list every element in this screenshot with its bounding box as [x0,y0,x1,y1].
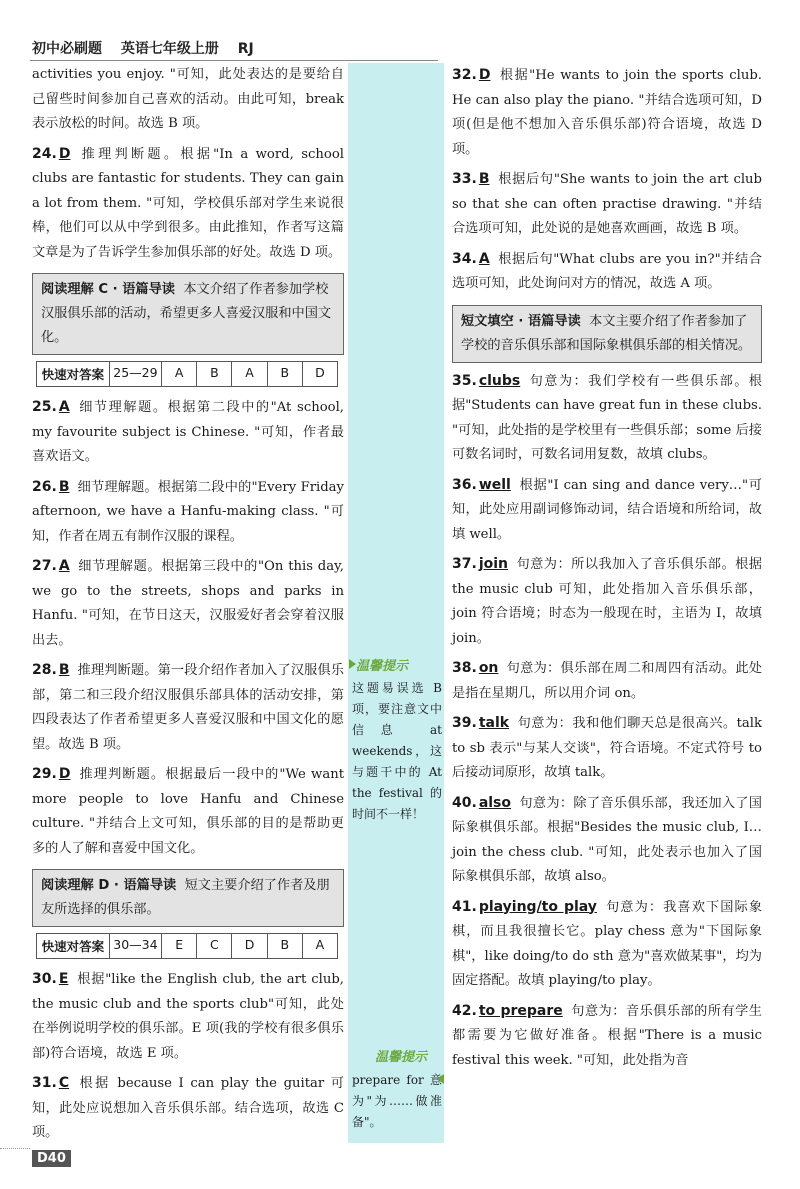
answer-32 [452,63,762,162]
quick-answer-cell: C [197,934,232,958]
quick-answers-d [36,933,338,959]
question-number: 31. [32,1075,57,1091]
answer-explanation: 根据 because I can play the guitar 可知，此处应说想加入音乐俱乐部。结合选项，故选 C 项。 [32,1076,344,1140]
question-number: 29. [32,766,57,782]
quick-answer-range: 30—34 [110,934,162,958]
quick-answer-cell: B [268,934,303,958]
answer-explanation: 根据"I can sing and dance very…"可知，此处应用副词修饰动词，结合语境和所给词，故填 well。 [452,477,762,542]
question-number: 39. [452,715,477,731]
tip-heading-2: 温馨提示 [375,1050,428,1065]
book-title: 初中必刷题 [32,41,102,57]
quick-answers-c [36,361,338,387]
quick-answer-cell: A [315,937,325,952]
page-header [32,38,268,58]
question-number: 35. [452,372,477,389]
guide-text: 本文介绍了作者参加学校汉服俱乐部的活动，希望更多人喜爱汉服和中国文化。 [41,282,332,345]
question-number: 37. [452,556,477,572]
answer-key: also [478,794,512,811]
answer-explanation: 根据后句"She wants to join the art club so that she can often practise drawing. "并结合选项可知，此处说的是她喜欢画画，故选 B 项。 [452,172,762,236]
answer-key: D [58,766,71,782]
guide-title: 短文填空 · 语篇导读 [461,313,581,329]
tip-heading-1: 温馨提示 [356,659,409,674]
question-number: 26. [32,478,57,495]
question-number: 33. [452,171,477,187]
answer-explanation: 句意为：音乐俱乐部的所有学生都需要为它做好准备。根据"There is a music festival this week. "可知，此处指为音 [452,1003,762,1068]
answer-key: talk [478,715,510,731]
reading-guide-d [32,869,344,927]
guide-text: 短文主要介绍了作者及朋友所选择的俱乐部。 [41,878,330,917]
answer-25 [32,395,344,470]
answer-key: playing/to play [478,898,597,915]
answer-30 [32,967,344,1066]
quick-answer-cell: D [315,365,325,380]
quick-answer-cell: A [162,362,197,386]
answer-key: A [58,558,70,574]
quick-answer-label: 快速对答案 [37,362,110,386]
answer-explanation: 推理判断题。根据"In a word, school clubs are fantastic for students. They can gain a lot from them. "可知，学校俱乐部对学生来说很棒，他们可以从中学到很多。由此推知，作者写这篇文章是为了告诉学生参加俱乐部的好处。故选 D 项。 [32,146,344,260]
quick-answer-cell: B [197,362,232,386]
tip-strip [348,63,444,1143]
answer-28 [32,658,344,757]
answer-explanation: 推理判断题。根据最后一段中的"We want more people to love Hanfu and Chinese culture. "并结合上文可知，俱乐部的目的是帮助更多的人了解和喜爱中国文化。 [32,767,344,856]
answer-explanation: 句意为：除了音乐俱乐部，我还加入了国际象棋俱乐部。根据"Besides the music club, I… join the chess club. "可知，此处表示也加入了国际象棋俱乐部，故填 also。 [452,795,762,884]
answer-key: B [478,171,490,187]
answer-key: D [58,145,71,162]
guide-title: 阅读理解 D · 语篇导读 [41,878,177,893]
answer-29 [32,762,344,861]
quick-answer-label: 快速对答案 [37,934,110,958]
answer-explanation: 根据后句"What clubs are you in?"并结合选项可知，此处询问对方的情况，故选 A 项。 [452,251,762,291]
answer-key: join [478,556,508,572]
answer-explanation: 细节理解题。根据第三段中的"On this day, we go to the streets, shops and parks in Hanfu. "可知，在节日这天，汉服爱好者会穿着汉服出去。 [32,559,344,648]
answer-key: A [58,399,70,415]
subject-title: 英语七年级上册 [120,41,219,57]
answer-23-continued: activities you enjoy. "可知，此处表达的是要给自己留些时间参加自己喜欢的活动。由此可知，break 表示放松的时间。故选 B 项。 [32,67,344,131]
answer-26 [32,475,344,550]
answer-explanation: 句意为：我和他们聊天总是很高兴。talk to sb 表示"与某人交谈"，符合语境。不定式符号 to 后接动词原形，故填 talk。 [452,716,762,780]
answer-key: well [478,476,511,493]
answer-key: D [478,67,491,83]
answer-key: to prepare [478,1002,563,1019]
question-number: 34. [452,250,477,267]
tip-arrow-icon [349,659,356,669]
question-number: 28. [32,662,57,678]
answer-39 [452,711,762,786]
answer-key: clubs [478,372,521,389]
answer-explanation: 细节理解题。根据第二段中的"At school, my favourite subject is Chinese. "可知，作者最喜欢语文。 [32,400,344,464]
question-number: 25. [32,399,57,415]
answer-key: E [58,971,69,987]
answer-42 [452,999,762,1074]
corner-dots [0,1148,30,1189]
answer-24 [32,142,344,266]
answer-37 [452,552,762,651]
answer-key: B [58,662,70,678]
answer-explanation: 细节理解题。根据第二段中的"Every Friday afternoon, we have a Hanfu-making class. "可知，作者在周五有制作汉服的课程。 [32,479,344,544]
answer-41 [452,895,762,994]
answer-31 [32,1071,344,1146]
answer-27 [32,554,344,653]
header-divider [30,60,438,61]
answer-35 [452,369,762,468]
left-column [32,63,344,1151]
quick-answer-cell: A [232,362,267,386]
question-number: 38. [452,660,477,676]
answer-explanation: 句意为：所以我加入了音乐俱乐部。根据 the music club 可知，此处指加入音乐俱乐部，join 符合语境；时态为一般现在时，主语为 I，故填 join。 [452,557,762,646]
question-number: 30. [32,971,57,987]
tip-text-1: 这题易误选 B 项，要注意文中信息 at weekends，这与题干中的 At the festival 的时间不一样！ [352,681,442,821]
answer-key: A [478,250,490,267]
edition-label: RJ [237,41,254,57]
quick-answer-cell: D [232,934,267,958]
question-number: 41. [452,898,477,915]
answer-explanation: 句意为：俱乐部在周二和周四有活动。此处是指在星期几，所以用介词 on。 [452,661,762,701]
tip-arrow-icon [437,1074,444,1084]
tip-text-2: prepare for 意为"为……做准备"。 [352,1073,442,1129]
answer-explanation: 根据"like the English club, the art club, the music club and the sports club"可知，此处在举例说明学校的俱乐部。E 项(我的学校有很多俱乐部)符合语境，故选 E 项。 [32,972,344,1061]
answer-40 [452,791,762,890]
answer-38 [452,656,762,706]
page-number: D40 [32,1150,71,1167]
question-number: 24. [32,145,57,162]
question-number: 40. [452,794,477,811]
quick-answer-cell: B [268,362,303,386]
answer-33 [452,167,762,242]
answer-explanation: 句意为：我们学校有一些俱乐部。根据"Students can have great fun in these clubs. "可知，此处指的是学校里有一些俱乐部；some 后接可数名词时，可数名词用复数，故填 clubs。 [452,373,762,462]
answer-explanation: 推理判断题。第一段介绍作者加入了汉服俱乐部，第二和三段介绍汉服俱乐部具体的活动安排，第四段表达了作者希望更多人喜爱汉服和中国文化的愿望。故选 B 项。 [32,663,344,752]
answer-key: B [58,478,70,495]
quick-answer-cell: E [162,934,197,958]
right-column [452,63,762,1078]
answer-34 [452,247,762,297]
guide-title: 阅读理解 C · 语篇导读 [41,282,175,297]
question-number: 36. [452,476,477,493]
question-number: 27. [32,558,57,574]
reading-guide-c [32,273,344,355]
answer-key: on [478,660,499,676]
answer-key: C [58,1075,70,1091]
guide-text: 本文主要介绍了作者参加了学校的音乐俱乐部和国际象棋俱乐部的相关情况。 [461,313,752,353]
quick-answer-range: 25—29 [110,362,162,386]
answer-36 [452,473,762,548]
answer-explanation: 根据"He wants to join the sports club. He can also play the piano. "并结合选项可知，D 项(但是他不想加入音乐俱乐部)符合语境，故选 D 项。 [452,68,762,157]
cloze-guide [452,305,762,363]
answer-explanation: 句意为：我喜欢下国际象棋，而且我很擅长它。play chess 意为"下国际象棋"，like doing/to do sth 意为"喜欢做某事"，均为固定搭配。故填 playing/to play。 [452,899,763,988]
question-number: 42. [452,1002,477,1019]
question-number: 32. [452,67,477,83]
